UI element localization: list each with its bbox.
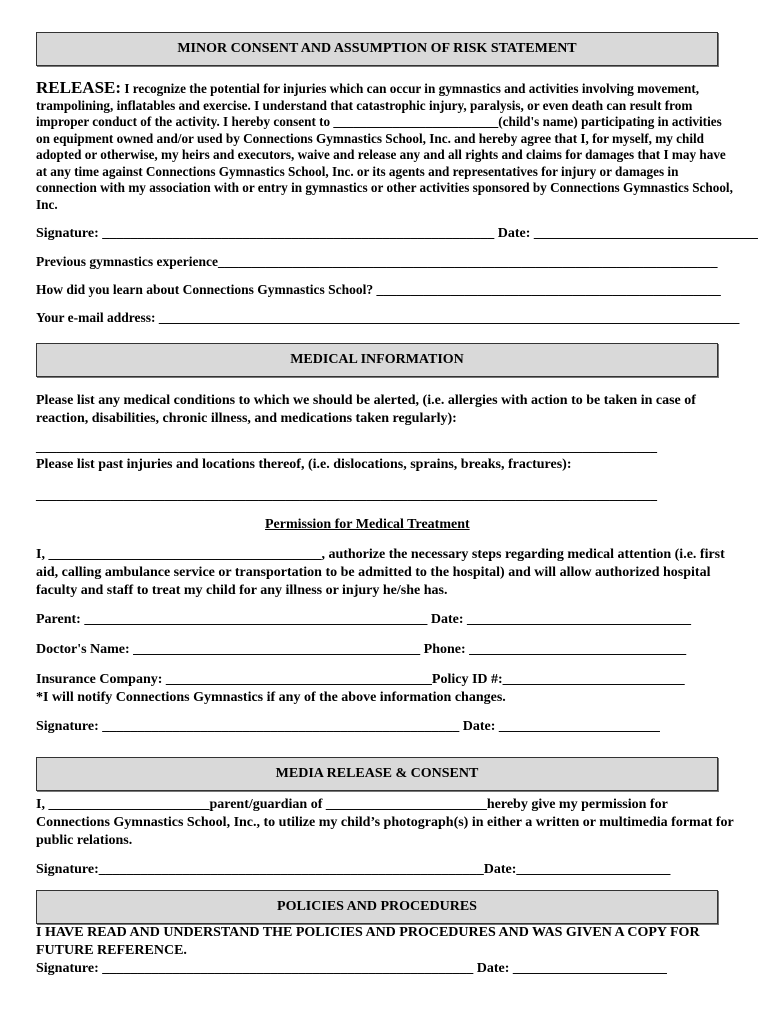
injuries-line[interactable]: ____________________________________________________________________________________________ [36, 487, 657, 502]
insurance-line[interactable]: Insurance Company: ______________________________________Policy ID #:__________________________ [36, 672, 685, 687]
conditions-text: Please list any medical conditions to which we should be alerted, (i.e. allergies with action to be taken in case of reaction, disabilities, chronic illness, and medications taken regularly): [36, 393, 696, 426]
email-line[interactable]: Your e-mail address: ______________________________________________________________________________________ [36, 310, 740, 325]
doctor-line[interactable]: Doctor's Name: _________________________________________ Phone: _______________________________ [36, 642, 687, 657]
learn-line[interactable]: How did you learn about Connections Gymnastics School? ___________________________________________________ [36, 282, 721, 297]
conditions-line[interactable]: ____________________________________________________________________________________________ [36, 439, 657, 454]
authorize-text: I, _______________________________________, authorize the necessary steps regarding medical attention (i.e. first aid, calling ambulance service or transportation to be admitted to the hospital) and will allow authorized hospital faculty and staff to treat my child for any illness or injury he/she has. [36, 547, 725, 598]
notify-line: *I will notify Connections Gymnastics if any of the above information changes. [36, 690, 506, 705]
consent-signature-line[interactable]: Signature: ________________________________________________________ Date: ________________________________ [36, 226, 758, 241]
experience-line[interactable]: Previous gymnastics experience__________________________________________________________________________ [36, 254, 718, 269]
parent-line[interactable]: Parent: _________________________________________________ Date: ________________________________ [36, 612, 691, 627]
medical-signature-line[interactable]: Signature: ___________________________________________________ Date: _______________________ [36, 719, 660, 734]
consent-header: MINOR CONSENT AND ASSUMPTION OF RISK STATEMENT [36, 32, 718, 66]
policies-header: POLICIES AND PROCEDURES [36, 890, 718, 924]
release-text: I recognize the potential for injuries which can occur in gymnastics and activities involving movement, trampolining, inflatables and exercise. I understand that catastrophic injury, paralysis, or even death can result from improper conduct of the activity. I hereby consent to _________________________(child's name) participating in activities on equipment owned and/or used by Connections Gymnastics School, Inc. and hereby agree that I, for myself, my child adopted or otherwise, my heirs and executors, waive and release any and all rights and claims for damages that I may have at any time against Connections Gymnastics School, Inc. or its agents and representatives for injury or damages in connection with my association with or entry in gymnastics or other activities sponsored by Connections Gymnastics School, Inc. [36, 81, 733, 212]
release-paragraph [36, 80, 736, 213]
media-text: I, _______________________parent/guardian of _______________________hereby give my permission for Connections Gymnastics School, Inc., to utilize my child’s photograph(s) in either a written or multimedia format for public relations. [36, 797, 734, 848]
media-signature-line[interactable]: Signature:_______________________________________________________Date:______________________ [36, 862, 671, 877]
release-label: RELEASE: [36, 78, 122, 97]
medical-header: MEDICAL INFORMATION [36, 343, 718, 377]
policies-signature-line[interactable]: Signature: _____________________________________________________ Date: ______________________ [36, 961, 667, 976]
permission-title: Permission for Medical Treatment [265, 517, 470, 532]
policies-text: I HAVE READ AND UNDERSTAND THE POLICIES AND PROCEDURES AND WAS GIVEN A COPY FOR FUTURE REFERENCE. [36, 925, 700, 958]
media-header: MEDIA RELEASE & CONSENT [36, 757, 718, 791]
injuries-text: Please list past injuries and locations thereof, (i.e. dislocations, sprains, breaks, fractures): [36, 457, 572, 472]
